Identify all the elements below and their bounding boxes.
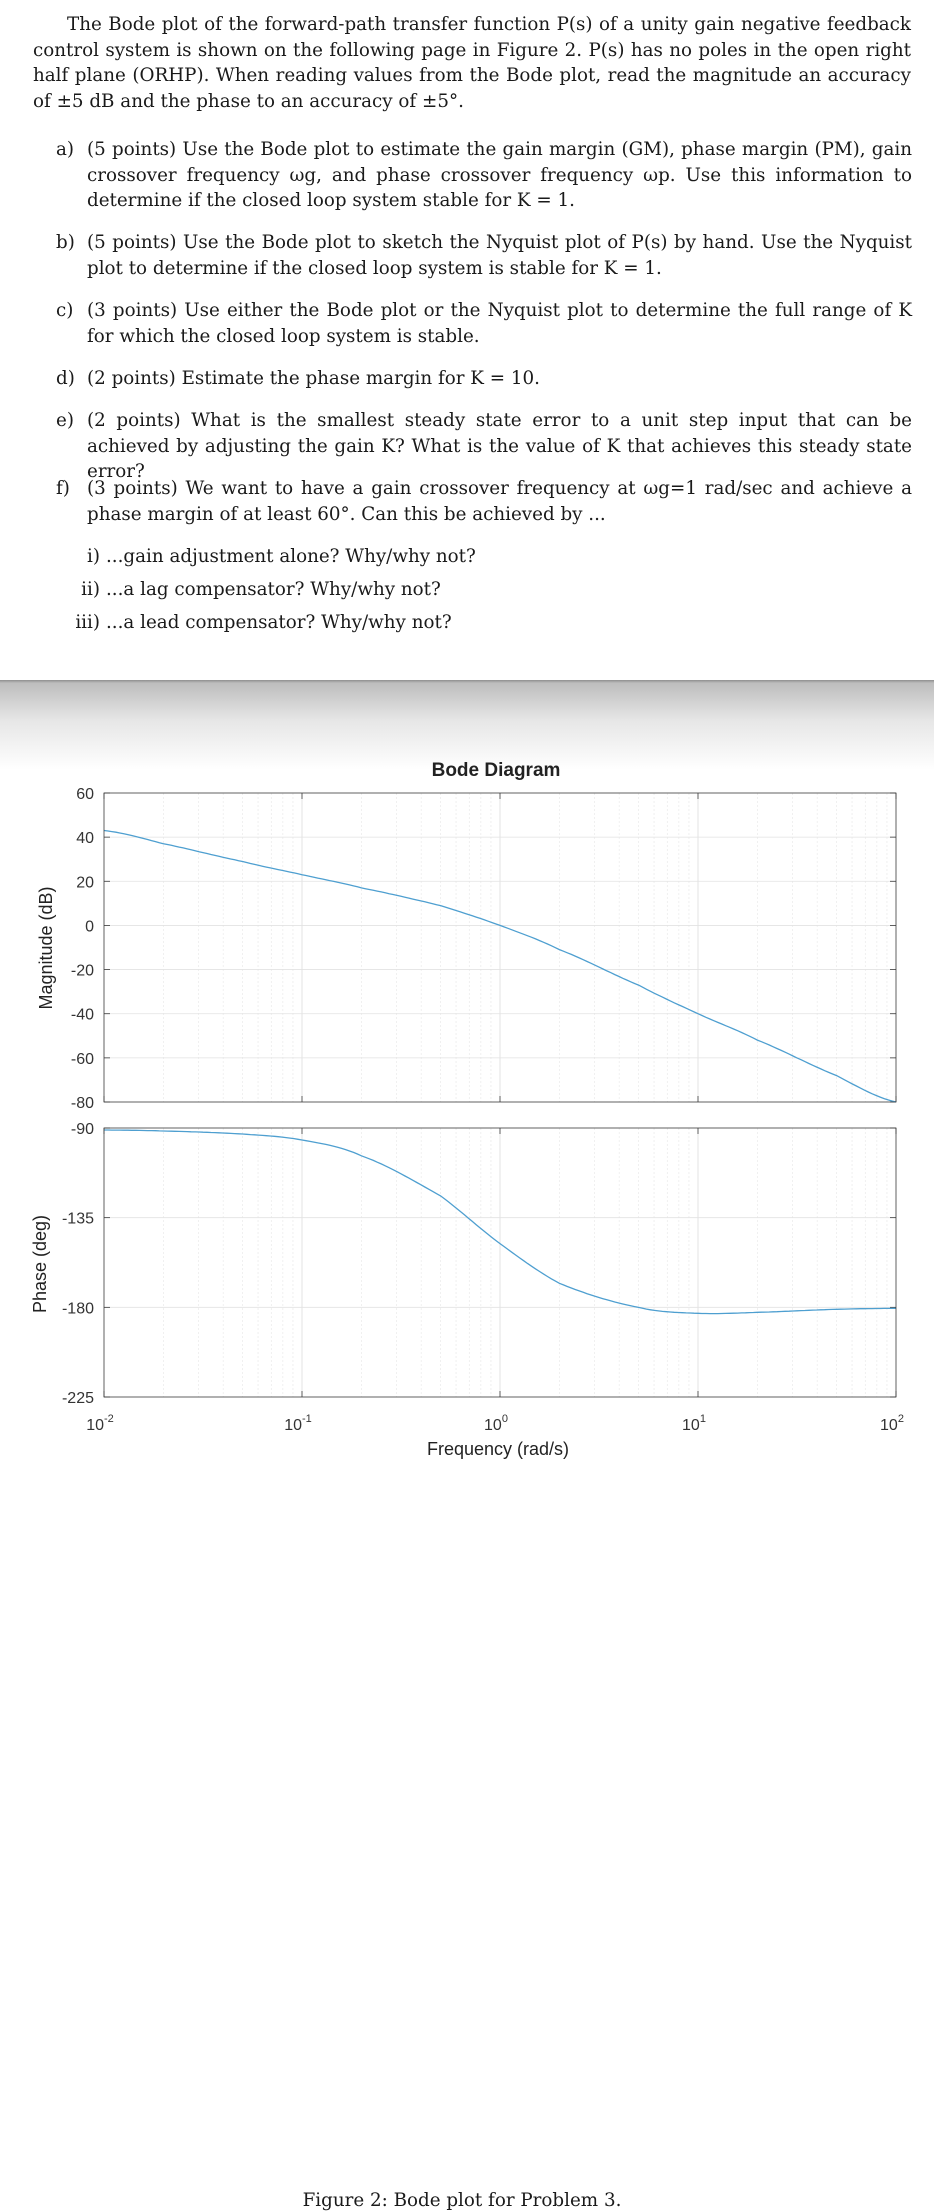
subquestion-text: ...a lag compensator? Why/why not?: [106, 579, 441, 600]
phase-tick-label: -90: [70, 1121, 94, 1138]
phase-tick-label: -180: [61, 1300, 94, 1318]
x-tick-label: [284, 1413, 312, 1434]
question-text: (2 points) Estimate the phase margin for K = 10.: [87, 368, 540, 389]
subquestion-label: ii): [81, 579, 100, 600]
x-tick-label: [880, 1413, 904, 1434]
x-ticks: [86, 793, 904, 1434]
bode-figure: [0, 680, 934, 2211]
bode-diagram: [0, 680, 934, 1510]
subquestion-label: iii): [75, 612, 100, 633]
subquestion-iii: [58, 610, 452, 635]
magnitude-y-ticks: [71, 786, 896, 1112]
x-tick-exponent: 1: [699, 1413, 706, 1425]
chart-title: Bode Diagram: [431, 760, 561, 781]
question-label: e): [56, 410, 74, 431]
x-tick-exponent: 2: [897, 1413, 904, 1425]
question-text: (2 points) What is the smallest steady state error to a unit step input that can be achieved by adjusting the gain K? What is the value of K that achieves this steady state error?: [87, 410, 912, 482]
question-label: d): [56, 368, 75, 389]
x-tick-base: 10: [880, 1417, 898, 1434]
magnitude-tick-label: 0: [85, 918, 94, 936]
question-label: c): [56, 300, 74, 321]
subquestion-label: i): [87, 546, 100, 567]
problem-page: [0, 0, 934, 680]
phase-tick-label: -135: [61, 1210, 94, 1228]
subquestion-text: ...gain adjustment alone? Why/why not?: [106, 546, 476, 567]
x-tick-base: 10: [86, 1417, 105, 1434]
question-label: f): [56, 478, 70, 499]
magnitude-tick-label: 60: [76, 786, 94, 803]
x-tick-exponent: -2: [104, 1413, 114, 1425]
question-label: b): [56, 232, 75, 253]
x-axis-label: Frequency (rad/s): [426, 1439, 570, 1459]
phase-tick-label: -225: [61, 1390, 94, 1407]
x-tick-label: [682, 1413, 706, 1434]
x-tick-exponent: 0: [501, 1413, 508, 1425]
question-text: (3 points) Use either the Bode plot or the Nyquist plot to determine the full range of K for which the closed loop system is stable.: [87, 300, 912, 347]
question-text: (5 points) Use the Bode plot to estimate the gain margin (GM), phase margin (PM), gain crossover frequency ωg, and phase crossover frequency ωp. Use this information to determine if the closed loop system stable for K = 1.: [87, 139, 912, 211]
magnitude-tick-label: -80: [70, 1095, 94, 1112]
phase-axis-label: Phase (deg): [30, 1214, 50, 1314]
magnitude-tick-label: 20: [76, 874, 94, 892]
magnitude-grid: [104, 793, 896, 1102]
magnitude-tick-label: -60: [70, 1050, 94, 1068]
magnitude-tick-label: 40: [76, 830, 94, 848]
magnitude-tick-label: -20: [70, 962, 94, 980]
magnitude-tick-label: -40: [70, 1006, 94, 1024]
subquestion-text: ...a lead compensator? Why/why not?: [106, 612, 452, 633]
question-label: a): [56, 139, 75, 160]
question-text: (3 points) We want to have a gain crossover frequency at ωg=1 rad/sec and achieve a phase margin of at least 60°. Can this be achieved by ...: [87, 478, 912, 525]
x-tick-label: [484, 1413, 508, 1434]
question-text: (5 points) Use the Bode plot to sketch the Nyquist plot of P(s) by hand. Use the Nyquist plot to determine if the closed loop system is stable for K = 1.: [87, 232, 912, 279]
x-tick-label: [86, 1413, 114, 1434]
figure-caption: Figure 2: Bode plot for Problem 3.: [302, 2190, 622, 2211]
phase-grid: [104, 1128, 896, 1397]
x-tick-base: 10: [484, 1417, 502, 1434]
x-tick-exponent: -1: [302, 1413, 312, 1425]
problem-intro: The Bode plot of the forward-path transfer function P(s) of a unity gain negative feedback control system is shown on the following page in Figure 2. P(s) has no poles in the open right half plane (ORHP). When reading values from the Bode plot, read the magnitude an accuracy of ±5 dB and the phase to an accuracy of ±5°.: [33, 14, 911, 112]
phase-y-ticks: [62, 1121, 896, 1407]
subquestion-i: [58, 544, 476, 569]
x-tick-base: 10: [682, 1417, 700, 1434]
subquestion-ii: [58, 577, 441, 602]
x-tick-base: 10: [284, 1417, 303, 1434]
magnitude-axis-label: Magnitude (dB): [36, 886, 56, 1010]
